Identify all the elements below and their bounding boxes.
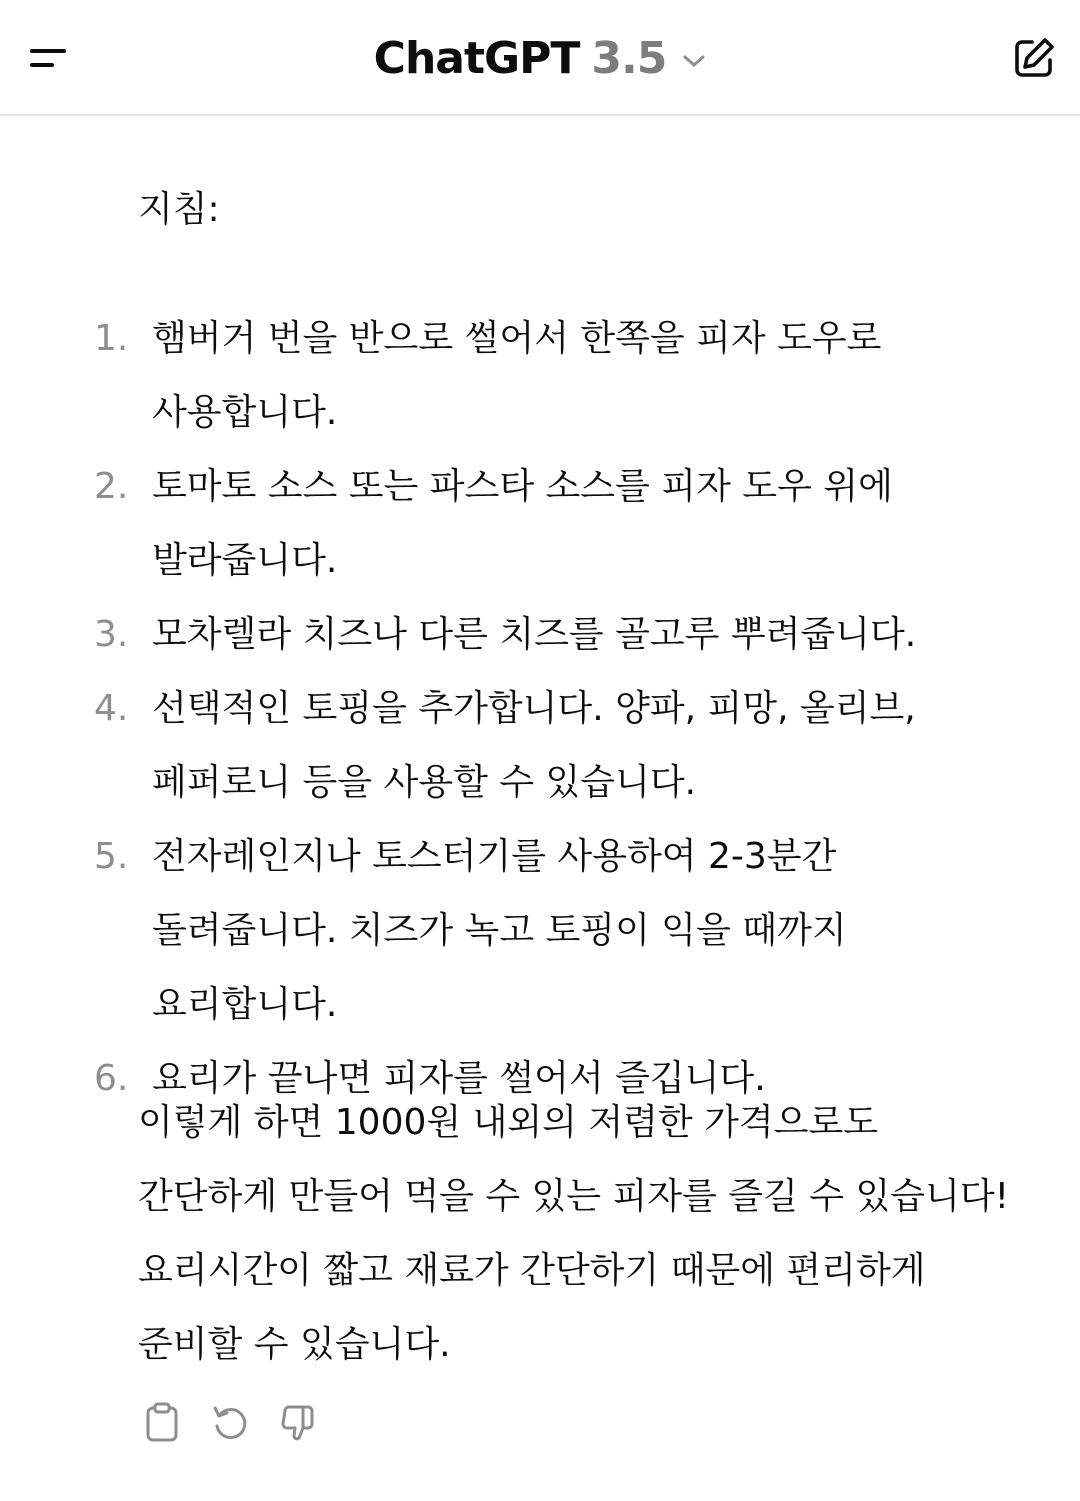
list-item <box>94 450 1024 598</box>
menu-button[interactable] <box>14 28 82 88</box>
clipboard-icon <box>144 1402 180 1442</box>
step-text: 햄버거 번을 반으로 썰어서 한쪽을 피자 도우로 사용합니다. <box>152 318 882 433</box>
step-text: 토마토 소스 또는 파스타 소스를 피자 도우 위에 발라줍니다. <box>152 466 893 581</box>
title-area <box>0 0 1080 116</box>
top-bar <box>0 0 1080 116</box>
step-number: 6. <box>94 1058 129 1099</box>
list-item <box>94 672 1024 820</box>
instructions-heading: 지침: <box>138 189 220 230</box>
hamburger-menu-icon <box>28 43 68 73</box>
step-text: 모차렐라 치즈나 다른 치즈를 골고루 뿌려줍니다. <box>152 614 917 655</box>
thumbs-down-icon <box>278 1402 318 1442</box>
regenerate-icon <box>210 1402 250 1442</box>
list-item <box>94 302 1024 450</box>
step-text: 전자레인지나 토스터기를 사용하여 2-3분간 돌려줍니다. 치즈가 녹고 토핑이 익을 때까지 요리합니다. <box>152 836 847 1025</box>
step-number: 3. <box>94 614 129 655</box>
model-selector[interactable] <box>374 33 707 84</box>
step-text: 선택적인 토핑을 추가합니다. 양파, 피망, 올리브, 페퍼로니 등을 사용할 수 있습니다. <box>152 688 916 803</box>
chevron-down-icon <box>682 53 706 69</box>
edit-icon <box>1012 36 1056 80</box>
step-number: 5. <box>94 836 129 877</box>
copy-button[interactable] <box>140 1400 184 1444</box>
step-number: 4. <box>94 688 129 729</box>
step-number: 1. <box>94 318 129 359</box>
dislike-button[interactable] <box>276 1400 320 1444</box>
step-text: 요리가 끝나면 피자를 썰어서 즐깁니다. <box>152 1058 766 1099</box>
list-item <box>94 598 1024 672</box>
new-chat-button[interactable] <box>1002 26 1066 90</box>
closing-paragraph: 이렇게 하면 1000원 내외의 저렴한 가격으로도 간단하게 만들어 먹을 수 있는 피자를 즐길 수 있습니다! 요리시간이 짧고 재료가 간단하기 때문에 편리하게 준비할 수 있습니다. <box>138 1102 1010 1365</box>
step-number: 2. <box>94 466 129 507</box>
message-actions <box>140 1400 320 1444</box>
list-item <box>94 820 1024 1042</box>
model-version: 3.5 <box>591 32 667 84</box>
regenerate-button[interactable] <box>208 1400 252 1444</box>
steps-list <box>94 302 1024 1116</box>
app-title: ChatGPT <box>373 32 580 84</box>
